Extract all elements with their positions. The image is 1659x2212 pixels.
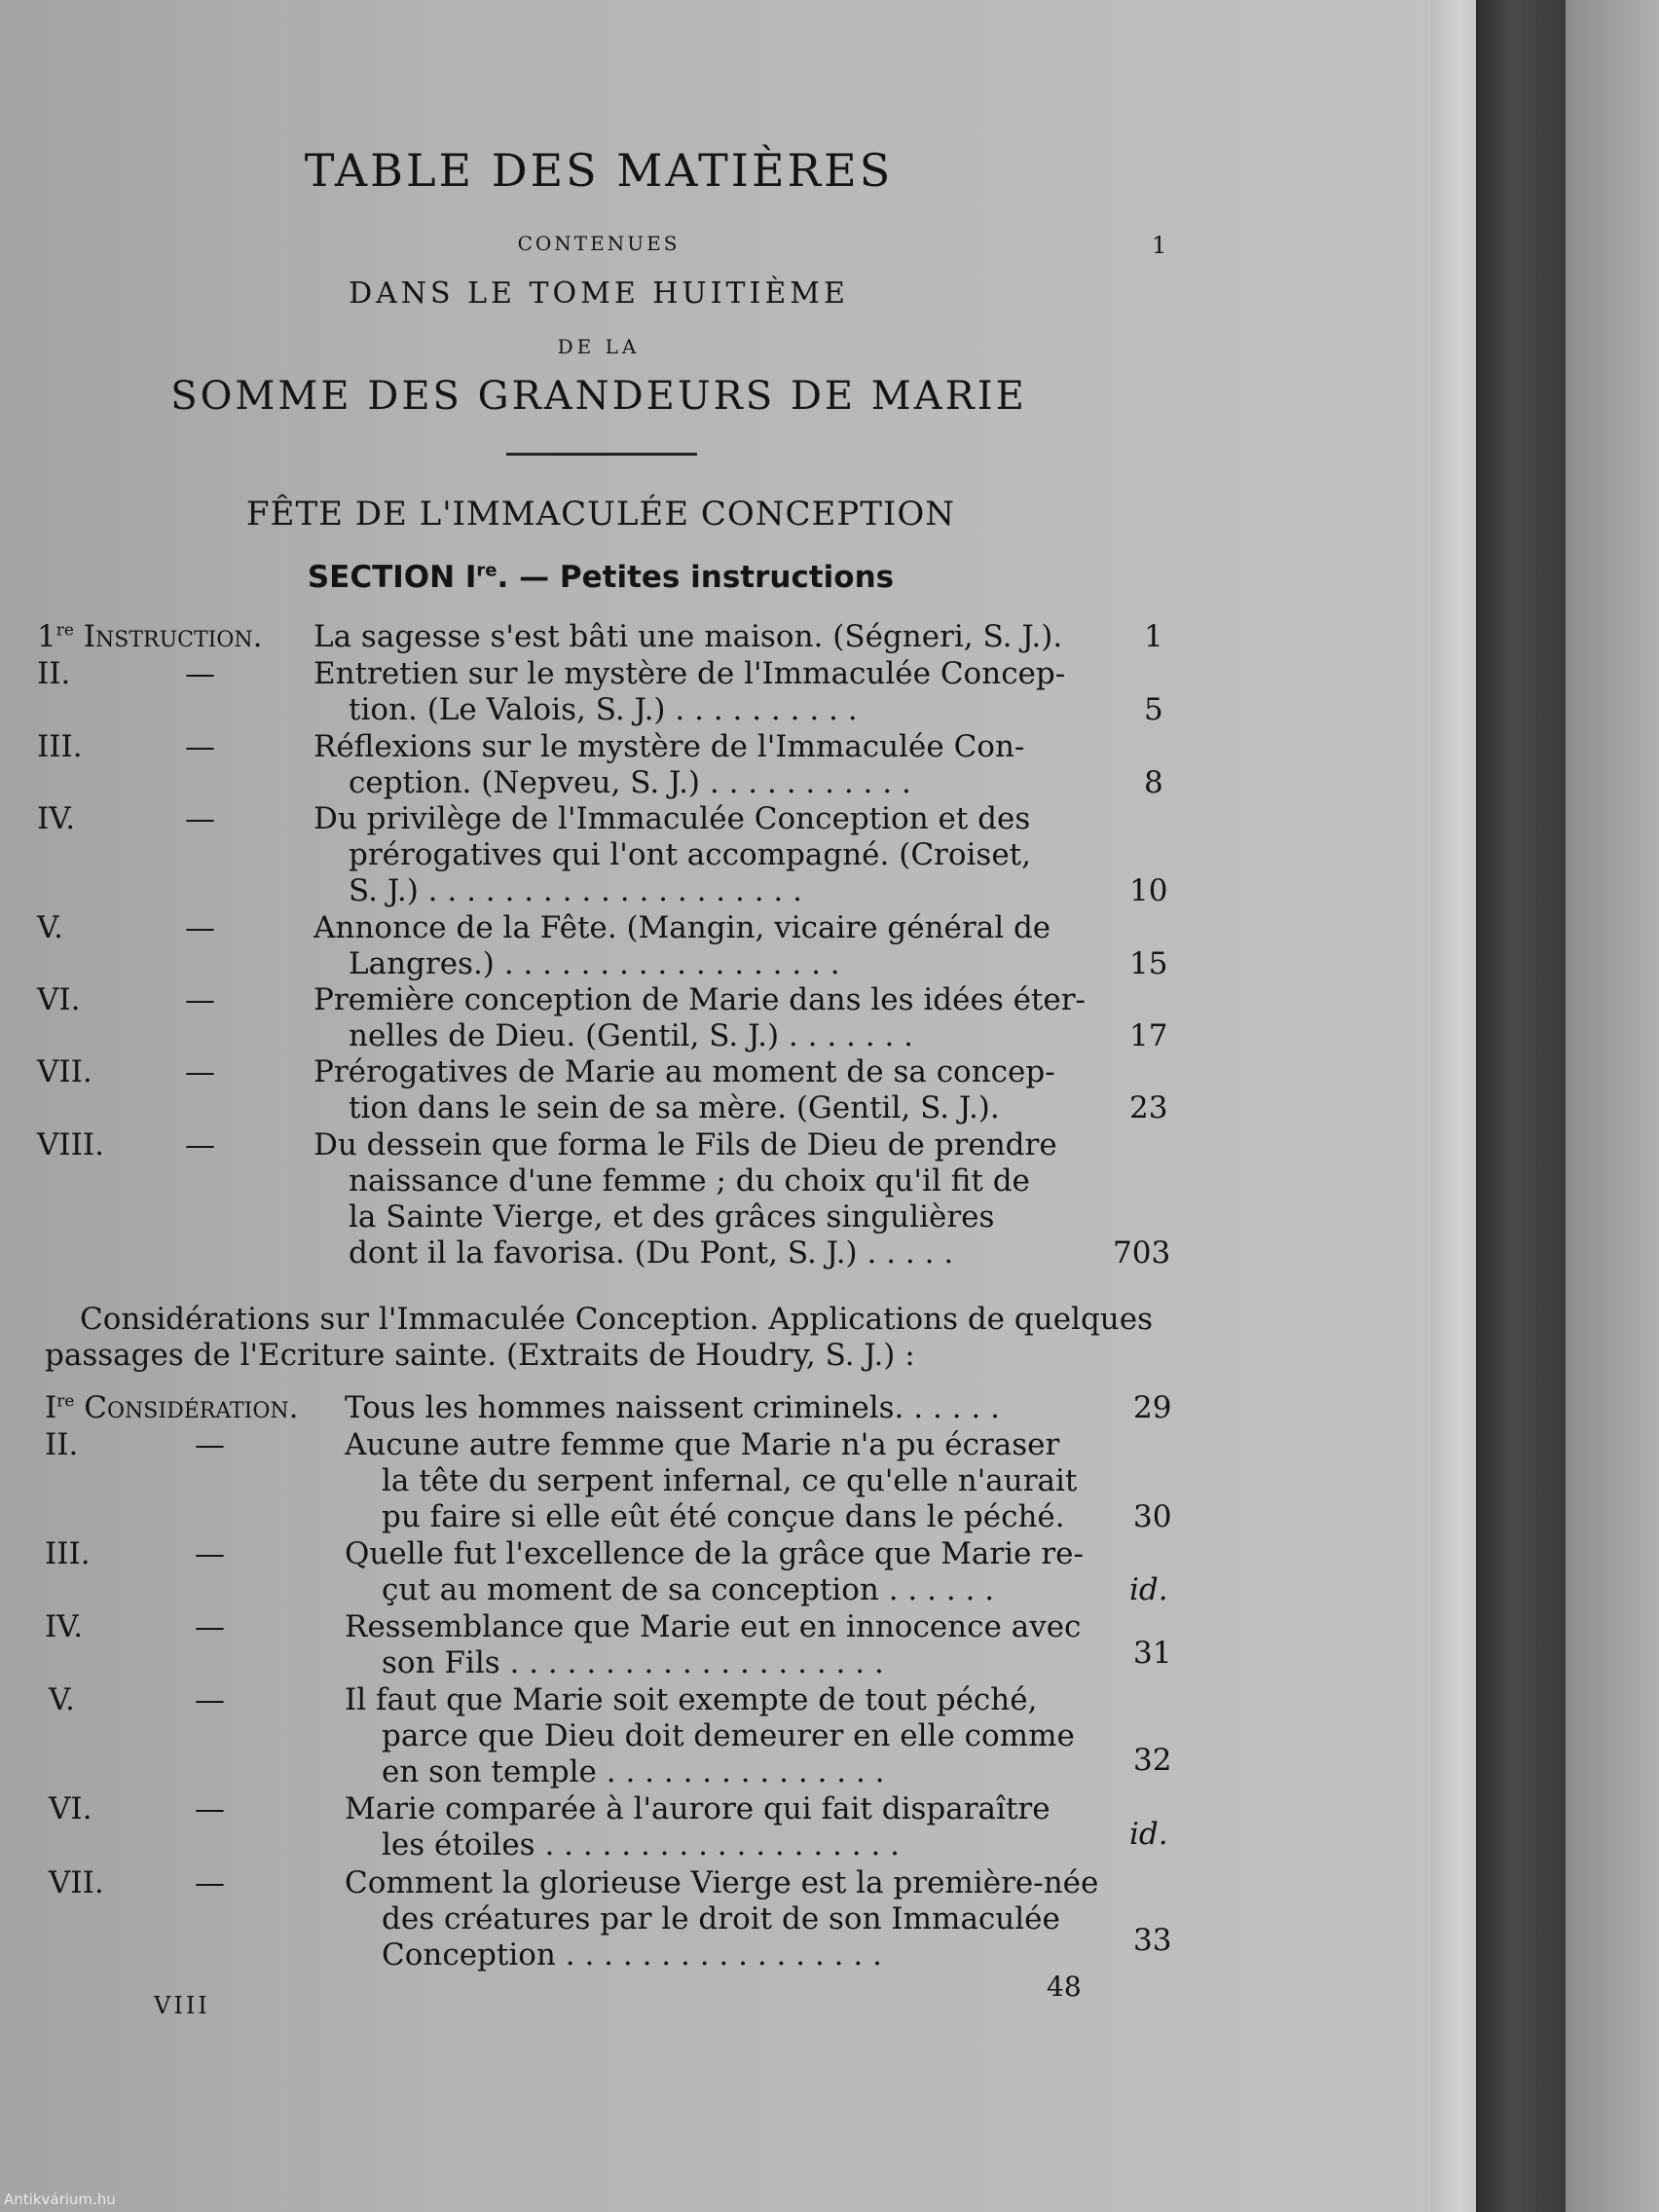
consideration-2-page: 30	[1133, 1499, 1172, 1534]
page-title: TABLE DES MATIÈRES	[304, 144, 894, 197]
consideration-7-page: 33	[1133, 1923, 1172, 1958]
feast-heading: FÊTE DE L'IMMACULÉE CONCEPTION	[246, 495, 955, 534]
instruction-7-dash: —	[185, 1054, 215, 1089]
instruction-6-line1: Première conception de Marie dans les idées éter-	[313, 982, 1087, 1017]
consideration-4-number: IV.	[45, 1609, 84, 1644]
consideration-5-line1: Il faut que Marie soit exempte de tout péché,	[345, 1682, 1038, 1717]
instruction-3-line1: Réflexions sur le mystère de l'Immaculée Con-	[313, 729, 1025, 764]
consideration-6-number: VI.	[49, 1791, 92, 1826]
background-surface	[1566, 0, 1659, 2212]
consideration-5-dash: —	[195, 1682, 225, 1717]
consideration-4-page: 31	[1133, 1636, 1172, 1671]
consideration-4-line1: Ressemblance que Marie eut en innocence avec	[345, 1609, 1082, 1644]
instruction-5-page: 15	[1129, 946, 1168, 981]
consideration-3-dash: —	[195, 1536, 225, 1571]
instruction-6-dash: —	[185, 982, 215, 1017]
consideration-2-line1: Aucune autre femme que Marie n'a pu écraser	[345, 1427, 1060, 1462]
instruction-4-line2: prérogatives qui l'ont accompagné. (Croiset,	[349, 837, 1031, 872]
instruction-8-line4: dont il la favorisa. (Du Pont, S. J.) . . . . .	[349, 1235, 954, 1271]
margin-mark: 1	[1152, 232, 1167, 259]
consideration-4-line2: son Fils . . . . . . . . . . . . . . . . . . . .	[382, 1645, 884, 1680]
consideration-1-page: 29	[1133, 1390, 1172, 1425]
consideration-7-number: VII.	[49, 1865, 104, 1900]
consideration-3-page: id.	[1129, 1572, 1168, 1607]
instruction-5-number: V.	[37, 910, 63, 945]
consideration-3-line2: çut au moment de sa conception . . . . . .	[382, 1572, 995, 1607]
considerations-intro-line2: passages de l'Ecriture sainte. (Extraits de Houdry, S. J.) :	[45, 1338, 915, 1373]
consideration-5-page: 32	[1133, 1743, 1172, 1778]
instruction-6-line2: nelles de Dieu. (Gentil, S. J.) . . . . . . .	[349, 1018, 914, 1053]
consideration-5-line3: en son temple . . . . . . . . . . . . . . .	[382, 1754, 885, 1789]
consideration-5-number: V.	[49, 1682, 75, 1717]
consideration-5-line2: parce que Dieu doit demeurer en elle comme	[382, 1718, 1075, 1753]
section-heading: SECTION Ire. — Petites instructions	[307, 560, 895, 595]
consideration-3-line1: Quelle fut l'excellence de la grâce que Marie re-	[345, 1536, 1084, 1571]
instruction-4-page: 10	[1129, 873, 1168, 908]
consideration-7-dash: —	[195, 1865, 225, 1900]
consideration-6-line1: Marie comparée à l'aurore qui fait disparaître	[345, 1791, 1051, 1826]
instruction-6-page: 17	[1129, 1018, 1168, 1053]
consideration-6-line2: les étoiles . . . . . . . . . . . . . . . . . . .	[382, 1827, 901, 1862]
consideration-7-line3: Conception . . . . . . . . . . . . . . . . .	[382, 1937, 882, 1972]
instruction-4-number: IV.	[37, 801, 76, 836]
consideration-1-number: Ire Considération.	[45, 1390, 299, 1425]
instruction-5-dash: —	[185, 910, 215, 945]
consideration-7-line1: Comment la glorieuse Vierge est la première-née	[345, 1865, 1099, 1900]
consideration-6-dash: —	[195, 1791, 225, 1826]
instruction-2-page: 5	[1144, 692, 1163, 727]
instruction-2-dash: —	[185, 656, 215, 691]
signature-mark: VIII	[154, 1992, 210, 2019]
subtitle-de-la: DE LA	[557, 335, 641, 358]
instruction-1-number: 1re Instruction.	[37, 619, 263, 654]
instruction-8-dash: —	[185, 1127, 215, 1162]
instruction-6-number: VI.	[37, 982, 81, 1017]
sheet-number: 48	[1047, 1971, 1082, 2003]
instruction-4-line3: S. J.) . . . . . . . . . . . . . . . . . . . .	[349, 873, 802, 908]
instruction-4-line1: Du privilège de l'Immaculée Conception et des	[313, 801, 1031, 836]
instruction-2-line2: tion. (Le Valois, S. J.) . . . . . . . . . .	[349, 692, 858, 727]
subtitle-tome: DANS LE TOME HUITIÈME	[349, 276, 849, 311]
title-divider	[506, 453, 697, 456]
consideration-1-title: Tous les hommes naissent criminels. . . . . .	[345, 1390, 1000, 1425]
consideration-2-line2: la tête du serpent infernal, ce qu'elle n'aurait	[382, 1463, 1078, 1498]
instruction-5-line2: Langres.) . . . . . . . . . . . . . . . . . .	[349, 946, 840, 981]
work-title: SOMME DES GRANDEURS DE MARIE	[170, 374, 1027, 419]
instruction-7-page: 23	[1129, 1090, 1168, 1125]
consideration-6-page: id.	[1129, 1817, 1168, 1852]
instruction-8-page: 703	[1113, 1235, 1171, 1271]
page-edge	[1431, 0, 1480, 2212]
instruction-4-dash: —	[185, 801, 215, 836]
consideration-2-line3: pu faire si elle eût été conçue dans le péché.	[382, 1499, 1065, 1534]
watermark: Antikvárium.hu	[4, 2191, 116, 2208]
instruction-7-line2: tion dans le sein de sa mère. (Gentil, S. J.).	[349, 1090, 1000, 1125]
instruction-8-number: VIII.	[37, 1127, 104, 1162]
book-spine	[1476, 0, 1566, 2212]
instruction-3-page: 8	[1144, 765, 1163, 800]
instruction-1-page: 1	[1144, 619, 1163, 654]
consideration-7-line2: des créatures par le droit de son Immaculée	[382, 1901, 1060, 1936]
instruction-8-line2: naissance d'une femme ; du choix qu'il fit de	[349, 1163, 1030, 1198]
instruction-7-number: VII.	[37, 1054, 92, 1089]
instruction-3-dash: —	[185, 729, 215, 764]
consideration-2-number: II.	[45, 1427, 79, 1462]
consideration-2-dash: —	[195, 1427, 225, 1462]
instruction-3-number: III.	[37, 729, 83, 764]
instruction-5-line1: Annonce de la Fête. (Mangin, vicaire général de	[313, 910, 1051, 945]
considerations-intro-line1: Considérations sur l'Immaculée Conception. Applications de quelques	[80, 1302, 1154, 1337]
instruction-2-number: II.	[37, 656, 71, 691]
instruction-8-line3: la Sainte Vierge, et des grâces singulières	[349, 1199, 995, 1235]
subtitle-contenues: CONTENUES	[517, 232, 681, 255]
instruction-2-line1: Entretien sur le mystère de l'Immaculée Concep-	[313, 656, 1066, 691]
consideration-4-dash: —	[195, 1609, 225, 1644]
instruction-7-line1: Prérogatives de Marie au moment de sa concep-	[313, 1054, 1055, 1089]
instruction-3-line2: ception. (Nepveu, S. J.) . . . . . . . . . . .	[349, 765, 911, 800]
instruction-1-title: La sagesse s'est bâti une maison. (Ségneri, S. J.).	[313, 619, 1063, 654]
consideration-3-number: III.	[45, 1536, 91, 1571]
instruction-8-line1: Du dessein que forma le Fils de Dieu de prendre	[313, 1127, 1057, 1162]
